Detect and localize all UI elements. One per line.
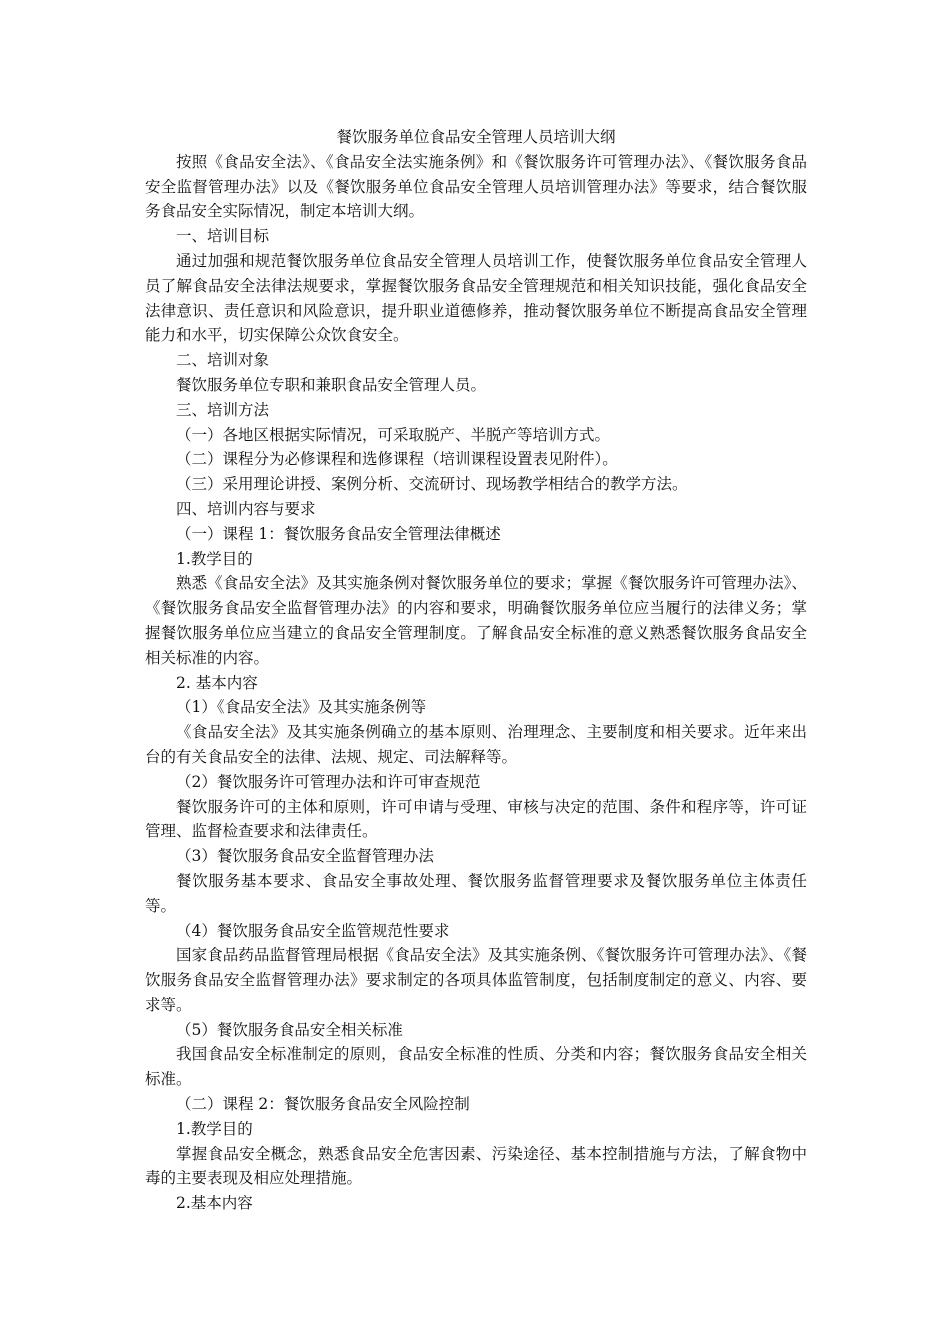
topic-title: （2）餐饮服务许可管理办法和许可审查规范 [176, 772, 481, 791]
course2-goal-heading: 1.教学目的 [176, 1119, 253, 1138]
course1-content-heading: 2. 基本内容 [176, 673, 258, 692]
topic-body: 餐饮服务许可的主体和原则，许可申请与受理、审核与决定的范围、条件和程序等，许可证管理、监督检查要求和法律责任。 [145, 797, 807, 841]
course1-heading: （一）课程 1：餐饮服务食品安全管理法律概述 [176, 524, 501, 543]
topic-body: 餐饮服务基本要求、食品安全事故处理、餐饮服务监督管理要求及餐饮服务单位主体责任等。 [145, 871, 807, 915]
course2-heading: （二）课程 2：餐饮服务食品安全风险控制 [176, 1095, 470, 1114]
intro-paragraph: 按照《食品安全法》、《食品安全法实施条例》和《餐饮服务许可管理办法》、《餐饮服务食品安全监督管理办法》以及《餐饮服务单位食品安全管理人员培训管理办法》等要求，结合餐饮服务食品安全实际情况，制定本培训大纲。 [145, 152, 807, 221]
document-title: 餐饮服务单位食品安全管理人员培训大纲 [336, 128, 616, 146]
topic-title: （3）餐饮服务食品安全监督管理办法 [176, 847, 434, 866]
topic-body: 我国食品安全标准制定的原则，食品安全标准的性质、分类和内容；餐饮服务食品安全相关标准。 [145, 1045, 807, 1089]
method-item: （一）各地区根据实际情况，可采取脱产、半脱产等培训方式。 [176, 425, 611, 444]
section-heading-content: 四、培训内容与要求 [176, 499, 316, 518]
topic-title: （1）《食品安全法》及其实施条例等 [176, 698, 427, 717]
section-heading-method: 三、培训方法 [176, 400, 270, 419]
topic-title: （4）餐饮服务食品安全监管规范性要求 [176, 921, 450, 940]
method-item: （二）课程分为必修课程和选修课程（培训课程设置表见附件）。 [176, 450, 618, 469]
section-heading-audience: 二、培训对象 [176, 351, 270, 370]
document-page [145, 125, 807, 1216]
topic-title: （5）餐饮服务食品安全相关标准 [176, 1020, 403, 1039]
course1-goal-heading: 1.教学目的 [176, 549, 253, 568]
section-heading-goal: 一、培训目标 [176, 227, 270, 246]
method-item: （三）采用理论讲授、案例分析、交流研讨、现场教学相结合的教学方法。 [176, 475, 688, 494]
course2-content-heading: 2.基本内容 [176, 1194, 253, 1213]
topic-body: 国家食品药品监督管理局根据《食品安全法》及其实施条例、《餐饮服务许可管理办法》、《餐饮服务食品安全监督管理办法》要求制定的各项具体监管制度，包括制度制定的意义、内容、要求等。 [145, 946, 807, 1014]
course2-goal-body: 掌握食品安全概念，熟悉食品安全危害因素、污染途径、基本控制措施与方法，了解食物中毒的主要表现及相应处理措施。 [145, 1144, 807, 1188]
section-body-audience: 餐饮服务单位专职和兼职食品安全管理人员。 [176, 375, 487, 394]
topic-body: 《食品安全法》及其实施条例确立的基本原则、治理理念、主要制度和相关要求。近年来出台的有关食品安全的法律、法规、规定、司法解释等。 [145, 723, 807, 766]
section-body-goal: 通过加强和规范餐饮服务单位食品安全管理人员培训工作，使餐饮服务单位食品安全管理人员了解食品安全法律法规要求，掌握餐饮服务食品安全管理规范和相关知识技能，强化食品安全法律意识、责任意识和风险意识，提升职业道德修养，推动餐饮服务单位不断提高食品安全管理能力和水平，切实保障公众饮食安全。 [145, 251, 807, 345]
course1-goal-body: 熟悉《食品安全法》及其实施条例对餐饮服务单位的要求；掌握《餐饮服务许可管理办法》、《餐饮服务食品安全监督管理办法》的内容和要求，明确餐饮服务单位应当履行的法律义务；掌握餐饮服务单位应当建立的食品安全管理制度。了解食品安全标准的意义熟悉餐饮服务食品安全相关标准的内容。 [145, 574, 807, 667]
